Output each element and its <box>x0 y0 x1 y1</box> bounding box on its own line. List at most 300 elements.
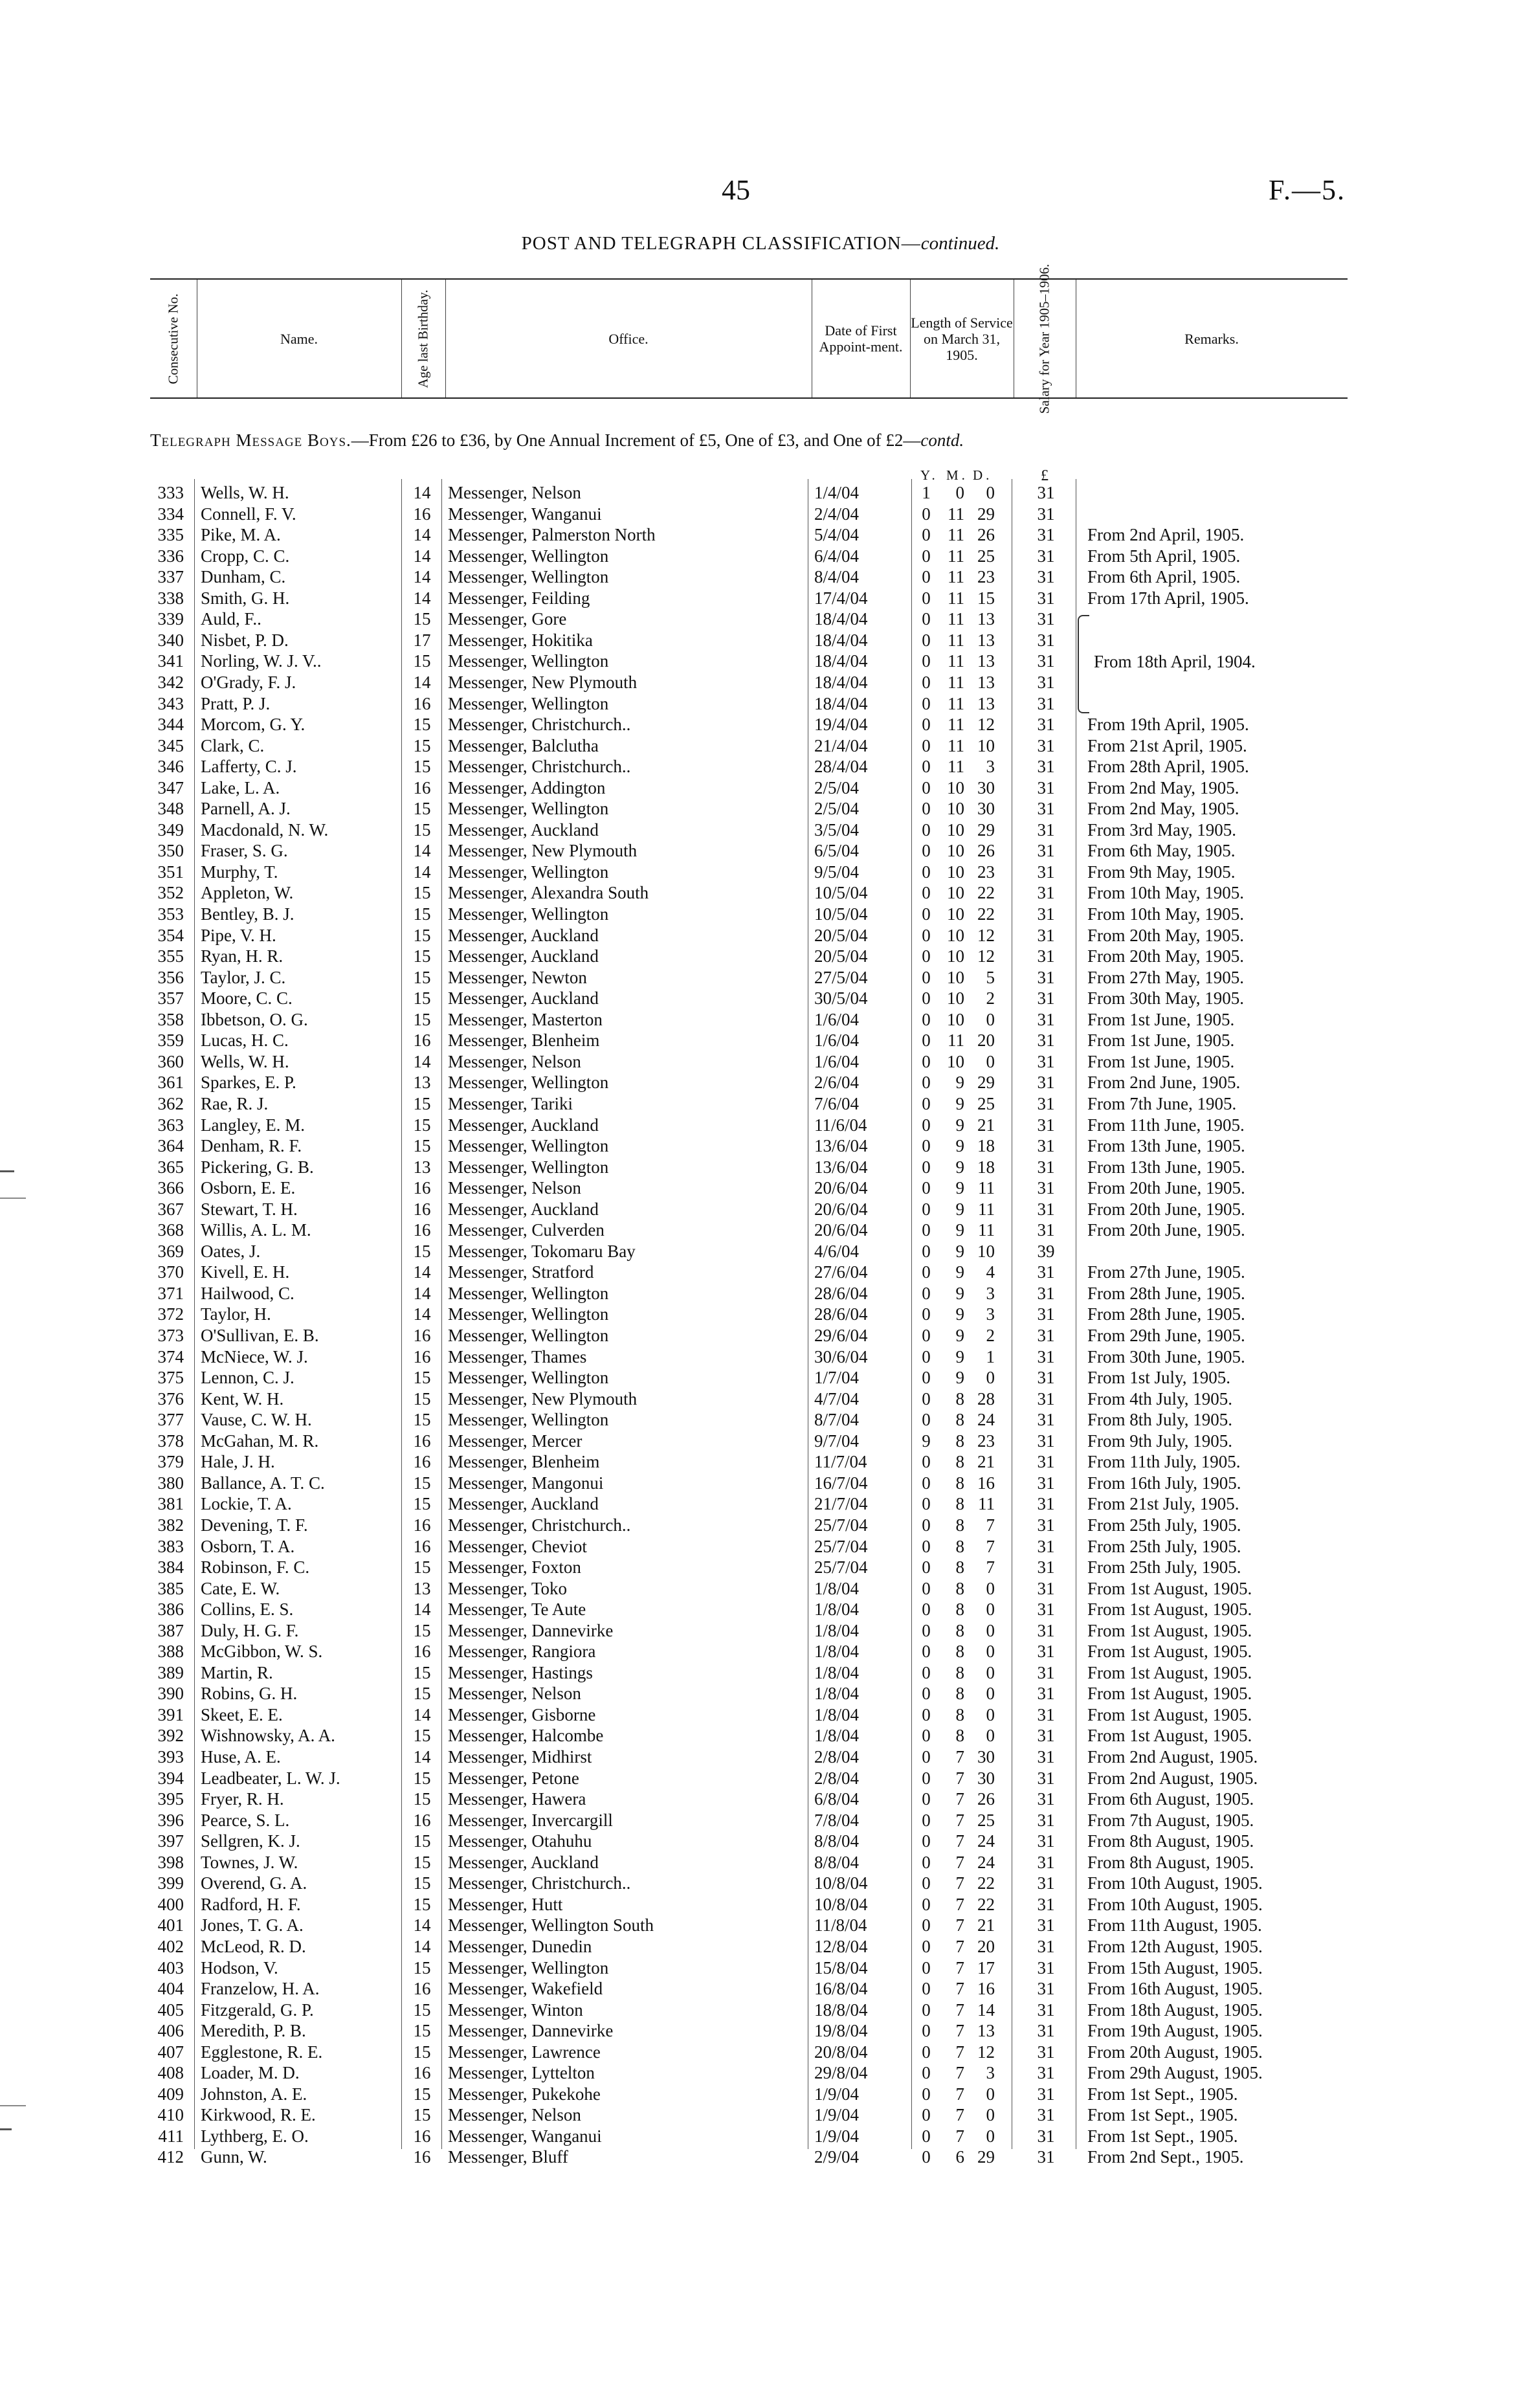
row-number: 403 <box>157 1957 184 1978</box>
row-days: 21 <box>977 1452 995 1472</box>
row-number: 389 <box>157 1662 184 1682</box>
row-months: 7 <box>955 2084 964 2104</box>
row-age: 15 <box>413 1873 431 1893</box>
table-row <box>0 546 1521 566</box>
row-age: 14 <box>413 588 431 608</box>
row-years: 0 <box>922 904 931 924</box>
row-office: Messenger, Hastings <box>448 1662 593 1682</box>
row-months: 11 <box>948 630 964 650</box>
row-days: 14 <box>977 2000 995 2020</box>
row-remark: From 9th May, 1905. <box>1087 862 1236 882</box>
row-age: 15 <box>413 1009 431 1029</box>
table-row <box>0 1746 1521 1767</box>
row-date: 16/8/04 <box>814 1979 868 1999</box>
row-number: 409 <box>157 2084 184 2104</box>
row-date: 28/6/04 <box>814 1304 868 1324</box>
row-years: 0 <box>922 1936 931 1956</box>
row-number: 359 <box>157 1031 184 1051</box>
row-months: 10 <box>947 777 964 797</box>
row-office: Messenger, Wanganui <box>448 2126 602 2146</box>
row-years: 0 <box>922 735 931 755</box>
row-office: Messenger, Halcombe <box>448 1726 604 1746</box>
row-years: 0 <box>922 988 931 1009</box>
brace-remark: From 18th April, 1904. <box>1094 652 1256 671</box>
row-number: 390 <box>157 1684 184 1704</box>
row-years: 1 <box>922 483 931 502</box>
table-row <box>0 1789 1521 1809</box>
row-number: 343 <box>157 693 184 713</box>
row-date: 18/4/04 <box>814 630 868 650</box>
row-number: 410 <box>157 2105 184 2125</box>
row-days: 0 <box>986 1368 995 1388</box>
row-number: 376 <box>157 1388 184 1409</box>
row-date: 10/5/04 <box>814 904 868 924</box>
row-years: 0 <box>922 1410 931 1430</box>
row-office: Messenger, Winton <box>448 2000 583 2020</box>
row-months: 9 <box>955 1115 964 1135</box>
row-days: 20 <box>977 1031 995 1051</box>
row-number: 365 <box>157 1157 184 1177</box>
row-remark: From 1st July, 1905. <box>1087 1368 1231 1388</box>
row-salary: 31 <box>1037 1473 1055 1493</box>
row-number: 398 <box>157 1852 184 1872</box>
row-age: 14 <box>413 1051 431 1071</box>
row-date: 2/4/04 <box>814 504 860 524</box>
row-date: 12/8/04 <box>814 1936 868 1956</box>
row-days: 0 <box>986 1620 995 1640</box>
header-date: Date of First Appoint-ment. <box>819 322 903 355</box>
row-days: 28 <box>977 1388 995 1409</box>
row-name: Appleton, W. <box>201 883 294 903</box>
table-row <box>0 1177 1521 1198</box>
row-name: Oates, J. <box>201 1241 261 1261</box>
row-salary: 31 <box>1037 883 1055 903</box>
row-salary: 31 <box>1037 609 1055 629</box>
row-office: Messenger, Dannevirke <box>448 1620 614 1640</box>
row-remark: From 1st August, 1905. <box>1087 1600 1252 1620</box>
row-date: 11/6/04 <box>814 1115 867 1135</box>
row-office: Messenger, Nelson <box>448 2105 581 2125</box>
row-date: 20/6/04 <box>814 1220 868 1240</box>
header-age: Age last Birthday. <box>415 289 431 388</box>
row-months: 8 <box>955 1662 964 1682</box>
row-age: 15 <box>413 904 431 924</box>
row-years: 0 <box>922 651 931 671</box>
section-continued: contd. <box>920 430 964 450</box>
row-days: 29 <box>977 819 995 840</box>
row-office: Messenger, Wellington <box>448 693 609 713</box>
page-title <box>0 233 1521 254</box>
row-date: 18/4/04 <box>814 609 868 629</box>
row-date: 27/5/04 <box>814 967 868 987</box>
row-salary: 31 <box>1037 735 1055 755</box>
row-date: 10/8/04 <box>814 1894 868 1914</box>
row-years: 0 <box>922 672 931 692</box>
row-office: Messenger, Wellington <box>448 1368 609 1388</box>
row-years: 0 <box>922 1115 931 1135</box>
row-days: 13 <box>977 630 995 650</box>
row-number: 380 <box>157 1473 184 1493</box>
row-number: 385 <box>157 1578 184 1598</box>
row-name: Osborn, E. E. <box>201 1178 296 1198</box>
row-remark: From 28th June, 1905. <box>1087 1283 1245 1303</box>
table-row <box>0 1957 1521 1978</box>
row-months: 7 <box>955 2126 964 2146</box>
row-name: Murphy, T. <box>201 862 278 882</box>
row-office: Messenger, Dunedin <box>448 1936 592 1956</box>
row-years: 0 <box>922 2105 931 2125</box>
row-number: 350 <box>157 841 184 861</box>
row-number: 334 <box>157 504 184 524</box>
row-office: Messenger, Tariki <box>448 1093 573 1113</box>
row-months: 11 <box>948 546 964 566</box>
table-row <box>0 904 1521 924</box>
row-years: 0 <box>922 546 931 566</box>
row-salary: 31 <box>1037 1979 1055 1999</box>
row-years: 0 <box>922 1073 931 1093</box>
row-date: 15/8/04 <box>814 1957 868 1978</box>
row-remark: From 1st August, 1905. <box>1087 1662 1252 1682</box>
row-number: 356 <box>157 967 184 987</box>
row-months: 10 <box>947 946 964 966</box>
row-name: Nisbet, P. D. <box>201 630 289 650</box>
row-date: 17/4/04 <box>814 588 868 608</box>
table-row <box>0 1009 1521 1030</box>
row-remark: From 25th July, 1905. <box>1087 1515 1241 1535</box>
row-office: Messenger, Bluff <box>448 2147 568 2167</box>
row-number: 363 <box>157 1115 184 1135</box>
row-age: 15 <box>413 609 431 629</box>
row-years: 0 <box>922 1979 931 1999</box>
row-date: 9/7/04 <box>814 1431 860 1451</box>
row-name: Rae, R. J. <box>201 1093 269 1113</box>
row-office: Messenger, New Plymouth <box>448 841 638 861</box>
row-date: 20/6/04 <box>814 1178 868 1198</box>
row-salary: 31 <box>1037 2042 1055 2062</box>
row-salary: 31 <box>1037 525 1055 545</box>
row-office: Messenger, Hawera <box>448 1789 586 1809</box>
row-salary: 31 <box>1037 799 1055 819</box>
row-date: 9/5/04 <box>814 862 860 882</box>
row-number: 352 <box>157 883 184 903</box>
row-remark: From 10th May, 1905. <box>1087 904 1244 924</box>
table-row <box>0 1431 1521 1451</box>
row-days: 30 <box>977 799 995 819</box>
row-days: 25 <box>977 1810 995 1830</box>
row-office: Messenger, Auckland <box>448 946 599 966</box>
row-office: Messenger, Blenheim <box>448 1452 600 1472</box>
row-date: 19/4/04 <box>814 715 868 735</box>
row-months: 11 <box>948 1031 964 1051</box>
row-years: 0 <box>922 1220 931 1240</box>
row-salary: 31 <box>1037 1452 1055 1472</box>
row-months: 8 <box>955 1726 964 1746</box>
row-office: Messenger, Pukekohe <box>448 2084 601 2104</box>
row-number: 353 <box>157 904 184 924</box>
row-months: 11 <box>948 757 964 777</box>
row-date: 25/7/04 <box>814 1536 868 1556</box>
row-date: 28/4/04 <box>814 757 868 777</box>
row-salary: 31 <box>1037 1600 1055 1620</box>
row-name: Fryer, R. H. <box>201 1789 284 1809</box>
row-office: Messenger, Wellington <box>448 567 609 587</box>
row-years: 0 <box>922 2021 931 2041</box>
row-months: 8 <box>955 1600 964 1620</box>
row-age: 15 <box>413 1957 431 1978</box>
row-days: 30 <box>977 777 995 797</box>
row-number: 382 <box>157 1515 184 1535</box>
row-salary: 31 <box>1037 1852 1055 1872</box>
row-days: 0 <box>986 1051 995 1071</box>
section-description: —From £26 to £36, by One Annual Increment of £5, One of £3, and One of £2— <box>351 430 921 450</box>
row-name: Overend, G. A. <box>201 1873 307 1893</box>
row-number: 377 <box>157 1410 184 1430</box>
title-suffix: continued. <box>920 233 1000 254</box>
row-name: Lucas, H. C. <box>201 1031 289 1051</box>
row-remark: From 20th August, 1905. <box>1087 2042 1263 2062</box>
table-row <box>0 1072 1521 1093</box>
row-age: 13 <box>413 1157 431 1177</box>
row-months: 7 <box>955 2042 964 2062</box>
row-months: 9 <box>955 1346 964 1366</box>
table-row <box>0 777 1521 798</box>
row-office: Messenger, Auckland <box>448 1199 599 1219</box>
table-row <box>0 2104 1521 2125</box>
row-office: Messenger, Auckland <box>448 1115 599 1135</box>
row-months: 7 <box>955 1894 964 1914</box>
row-office: Messenger, Wellington <box>448 546 609 566</box>
row-years: 0 <box>922 1093 931 1113</box>
row-salary: 31 <box>1037 693 1055 713</box>
row-months: 10 <box>947 967 964 987</box>
row-years: 0 <box>922 841 931 861</box>
row-months: 9 <box>955 1073 964 1093</box>
row-number: 396 <box>157 1810 184 1830</box>
row-age: 15 <box>413 988 431 1009</box>
row-days: 30 <box>977 1768 995 1788</box>
row-name: Macdonald, N. W. <box>201 819 329 840</box>
row-remark: From 12th August, 1905. <box>1087 1936 1263 1956</box>
row-office: Messenger, Wakefield <box>448 1979 603 1999</box>
row-number: 375 <box>157 1368 184 1388</box>
row-years: 0 <box>922 609 931 629</box>
table-row <box>0 1557 1521 1577</box>
table-row <box>0 524 1521 545</box>
row-number: 404 <box>157 1979 184 1999</box>
title-main: POST AND TELEGRAPH CLASSIFICATION— <box>521 233 921 254</box>
row-name: McGibbon, W. S. <box>201 1642 323 1662</box>
row-name: Leadbeater, L. W. J. <box>201 1768 340 1788</box>
row-number: 335 <box>157 525 184 545</box>
row-name: Vause, C. W. H. <box>201 1410 312 1430</box>
row-salary: 31 <box>1037 988 1055 1009</box>
row-number: 381 <box>157 1494 184 1514</box>
row-age: 15 <box>413 946 431 966</box>
row-office: Messenger, Wellington <box>448 904 609 924</box>
row-salary: 31 <box>1037 2105 1055 2125</box>
row-years: 0 <box>922 1620 931 1640</box>
row-name: Franzelow, H. A. <box>201 1979 320 1999</box>
row-number: 358 <box>157 1009 184 1029</box>
row-months: 8 <box>955 1431 964 1451</box>
table-row <box>0 840 1521 861</box>
row-salary: 31 <box>1037 1073 1055 1093</box>
row-remark: From 6th August, 1905. <box>1087 1789 1254 1809</box>
row-date: 2/8/04 <box>814 1768 860 1788</box>
row-age: 14 <box>413 1936 431 1956</box>
row-name: Cropp, C. C. <box>201 546 290 566</box>
row-age: 13 <box>413 1578 431 1598</box>
row-office: Messenger, Blenheim <box>448 1031 600 1051</box>
row-salary: 31 <box>1037 1009 1055 1029</box>
row-remark: From 8th August, 1905. <box>1087 1831 1254 1851</box>
row-days: 13 <box>977 2021 995 2041</box>
header-remarks: Remarks. <box>1184 330 1239 347</box>
row-remark: From 20th June, 1905. <box>1087 1178 1245 1198</box>
row-months: 0 <box>955 483 964 502</box>
table-row <box>0 1493 1521 1514</box>
row-remark: From 13th June, 1905. <box>1087 1136 1245 1156</box>
row-months: 9 <box>955 1368 964 1388</box>
row-number: 395 <box>157 1789 184 1809</box>
row-years: 0 <box>922 1894 931 1914</box>
row-date: 7/6/04 <box>814 1093 860 1113</box>
row-number: 357 <box>157 988 184 1009</box>
row-months: 9 <box>955 1262 964 1282</box>
table-row <box>0 1662 1521 1683</box>
row-date: 4/7/04 <box>814 1388 860 1409</box>
row-office: Messenger, Auckland <box>448 1852 599 1872</box>
row-days: 22 <box>977 1873 995 1893</box>
row-office: Messenger, Auckland <box>448 1494 599 1514</box>
row-remark: From 1st Sept., 1905. <box>1087 2105 1238 2125</box>
row-office: Messenger, Cheviot <box>448 1536 587 1556</box>
row-number: 374 <box>157 1346 184 1366</box>
row-remark: From 3rd May, 1905. <box>1087 819 1236 840</box>
unit-days: D. <box>973 467 993 483</box>
row-number: 412 <box>157 2147 184 2167</box>
row-age: 16 <box>413 1810 431 1830</box>
row-remark: From 1st August, 1905. <box>1087 1642 1252 1662</box>
row-salary: 31 <box>1037 1178 1055 1198</box>
row-years: 0 <box>922 1873 931 1893</box>
table-row <box>0 1725 1521 1746</box>
row-years: 0 <box>922 588 931 608</box>
row-days: 13 <box>977 693 995 713</box>
row-date: 7/8/04 <box>814 1810 860 1830</box>
row-name: Martin, R. <box>201 1662 273 1682</box>
row-months: 8 <box>955 1388 964 1409</box>
row-years: 0 <box>922 715 931 735</box>
row-office: Messenger, Masterton <box>448 1009 603 1029</box>
row-age: 15 <box>413 1241 431 1261</box>
table-row <box>0 862 1521 882</box>
row-office: Messenger, Christchurch.. <box>448 715 631 735</box>
row-age: 13 <box>413 1073 431 1093</box>
row-salary: 31 <box>1037 1831 1055 1851</box>
row-salary: 31 <box>1037 1199 1055 1219</box>
table-row <box>0 2126 1521 2146</box>
row-years: 0 <box>922 1283 931 1303</box>
row-remark: From 15th August, 1905. <box>1087 1957 1263 1978</box>
row-age: 15 <box>413 2000 431 2020</box>
row-age: 15 <box>413 735 431 755</box>
row-age: 15 <box>413 2084 431 2104</box>
row-remark: From 29th June, 1905. <box>1087 1326 1245 1345</box>
row-name: Pratt, P. J. <box>201 693 271 713</box>
row-number: 402 <box>157 1936 184 1956</box>
row-office: Messenger, Nelson <box>448 483 581 502</box>
row-months: 9 <box>955 1093 964 1113</box>
row-months: 9 <box>955 1304 964 1324</box>
row-date: 2/9/04 <box>814 2147 860 2167</box>
row-office: Messenger, Wellington <box>448 1326 609 1345</box>
row-days: 0 <box>986 2084 995 2104</box>
row-salary: 31 <box>1037 841 1055 861</box>
row-remark: From 1st June, 1905. <box>1087 1009 1235 1029</box>
table-row <box>0 1262 1521 1282</box>
row-salary: 31 <box>1037 651 1055 671</box>
row-name: Osborn, T. A. <box>201 1536 295 1556</box>
row-age: 15 <box>413 1136 431 1156</box>
row-date: 29/8/04 <box>814 2063 868 2083</box>
row-name: Taylor, J. C. <box>201 967 286 987</box>
row-remark: From 29th August, 1905. <box>1087 2063 1263 2083</box>
header-consecutive-no: Consecutive No. <box>165 293 181 384</box>
row-number: 397 <box>157 1831 184 1851</box>
row-number: 341 <box>157 651 184 671</box>
row-salary: 31 <box>1037 1642 1055 1662</box>
row-office: Messenger, Wellington <box>448 1410 609 1430</box>
table-row <box>0 1599 1521 1620</box>
row-office: Messenger, Christchurch.. <box>448 757 631 777</box>
row-years: 0 <box>922 2084 931 2104</box>
row-number: 336 <box>157 546 184 566</box>
row-office: Messenger, Wellington <box>448 1283 609 1303</box>
table-row <box>0 1115 1521 1135</box>
row-age: 15 <box>413 2021 431 2041</box>
row-number: 362 <box>157 1093 184 1113</box>
row-remark: From 2nd June, 1905. <box>1087 1073 1241 1093</box>
row-months: 7 <box>955 1915 964 1935</box>
remark-brace <box>1078 615 1089 713</box>
row-salary: 31 <box>1037 715 1055 735</box>
row-salary: 31 <box>1037 1388 1055 1409</box>
row-age: 15 <box>413 1726 431 1746</box>
row-date: 1/8/04 <box>814 1684 860 1704</box>
row-name: Huse, A. E. <box>201 1747 281 1767</box>
row-salary: 31 <box>1037 1136 1055 1156</box>
row-months: 7 <box>955 1936 964 1956</box>
row-date: 1/4/04 <box>814 483 860 502</box>
row-months: 8 <box>955 1620 964 1640</box>
row-months: 9 <box>955 1199 964 1219</box>
row-months: 11 <box>948 735 964 755</box>
row-number: 361 <box>157 1073 184 1093</box>
table-row <box>0 925 1521 946</box>
row-age: 14 <box>413 1704 431 1724</box>
row-name: Lafferty, C. J. <box>201 757 297 777</box>
row-remark: From 16th August, 1905. <box>1087 1979 1263 1999</box>
row-name: Pearce, S. L. <box>201 1810 290 1830</box>
row-office: Messenger, Addington <box>448 777 606 797</box>
row-date: 8/8/04 <box>814 1852 860 1872</box>
row-age: 14 <box>413 1304 431 1324</box>
row-salary: 31 <box>1037 1093 1055 1113</box>
row-years: 0 <box>922 1747 931 1767</box>
row-age: 15 <box>413 1368 431 1388</box>
table-row <box>0 1641 1521 1662</box>
